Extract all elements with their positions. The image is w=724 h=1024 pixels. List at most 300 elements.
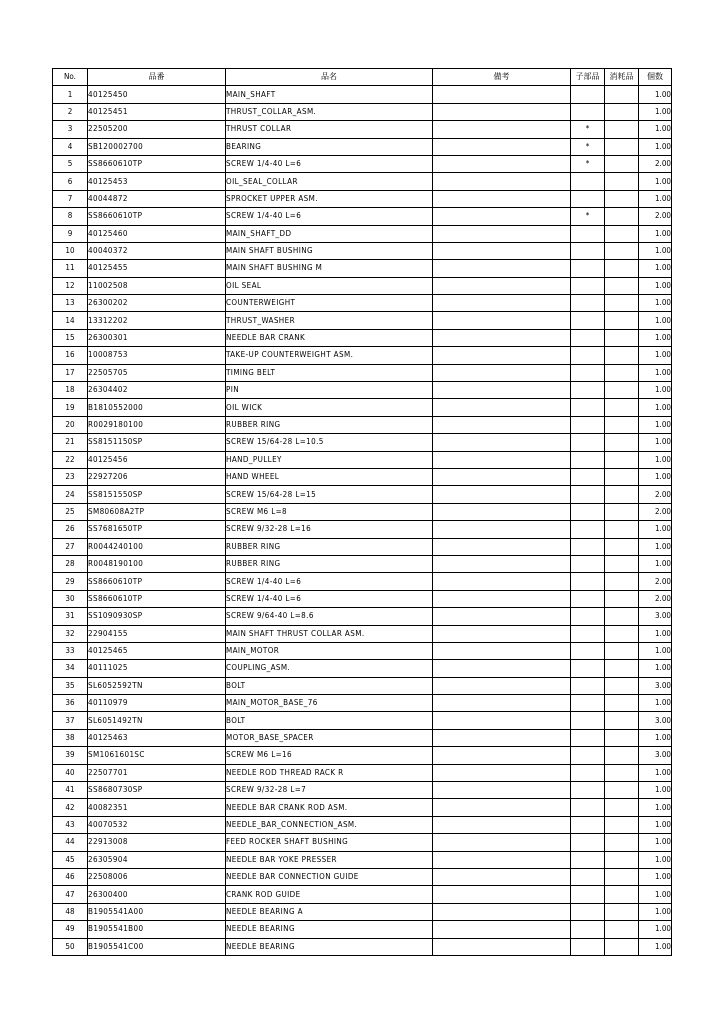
table-row: [53, 555, 672, 572]
quantity: 1.00: [639, 764, 672, 781]
part-number: 40125455: [88, 260, 226, 277]
row-number: 38: [53, 729, 88, 746]
table-row: [53, 851, 672, 868]
sub-part-mark: [571, 312, 605, 329]
row-number: 19: [53, 399, 88, 416]
table-row: [53, 155, 672, 172]
table-row: [53, 782, 672, 799]
sub-part-mark: [571, 642, 605, 659]
part-number: R0044240100: [88, 538, 226, 555]
header-part-name: 品名: [226, 69, 433, 86]
quantity: 2.00: [639, 486, 672, 503]
table-row: [53, 729, 672, 746]
part-name: TIMING BELT: [226, 364, 433, 381]
remarks: [433, 729, 571, 746]
sub-part-mark: [571, 799, 605, 816]
part-name: OIL WICK: [226, 399, 433, 416]
remarks: [433, 86, 571, 103]
quantity: 3.00: [639, 712, 672, 729]
part-number: 22913008: [88, 834, 226, 851]
remarks: [433, 677, 571, 694]
table-row: [53, 382, 672, 399]
sub-part-mark: [571, 86, 605, 103]
sub-part-mark: [571, 225, 605, 242]
row-number: 33: [53, 642, 88, 659]
part-name: COUNTERWEIGHT: [226, 295, 433, 312]
quantity: 1.00: [639, 729, 672, 746]
part-number: 40125450: [88, 86, 226, 103]
remarks: [433, 295, 571, 312]
consumable-mark: [605, 521, 639, 538]
quantity: 1.00: [639, 782, 672, 799]
table-row: [53, 138, 672, 155]
quantity: 1.00: [639, 538, 672, 555]
part-number: 40125456: [88, 451, 226, 468]
part-number: SS8660610TP: [88, 573, 226, 590]
quantity: 1.00: [639, 242, 672, 259]
part-number: SS8660610TP: [88, 590, 226, 607]
quantity: 1.00: [639, 660, 672, 677]
row-number: 50: [53, 938, 88, 955]
part-name: PIN: [226, 382, 433, 399]
quantity: 1.00: [639, 329, 672, 346]
table-row: [53, 329, 672, 346]
quantity: 1.00: [639, 851, 672, 868]
remarks: [433, 225, 571, 242]
part-number: 22508006: [88, 868, 226, 885]
part-name: SCREW M6 L=8: [226, 503, 433, 520]
row-number: 31: [53, 608, 88, 625]
remarks: [433, 538, 571, 555]
remarks: [433, 642, 571, 659]
table-row: [53, 260, 672, 277]
sub-part-mark: [571, 677, 605, 694]
row-number: 23: [53, 468, 88, 485]
consumable-mark: [605, 468, 639, 485]
table-row: [53, 190, 672, 207]
sub-part-mark: [571, 834, 605, 851]
part-name: RUBBER RING: [226, 538, 433, 555]
remarks: [433, 503, 571, 520]
remarks: [433, 242, 571, 259]
table-row: [53, 816, 672, 833]
sub-part-mark: [571, 277, 605, 294]
table-row: [53, 677, 672, 694]
part-name: FEED ROCKER SHAFT BUSHING: [226, 834, 433, 851]
row-number: 35: [53, 677, 88, 694]
quantity: 1.00: [639, 173, 672, 190]
quantity: 1.00: [639, 816, 672, 833]
consumable-mark: [605, 834, 639, 851]
consumable-mark: [605, 312, 639, 329]
part-name: MOTOR_BASE_SPACER: [226, 729, 433, 746]
remarks: [433, 121, 571, 138]
consumable-mark: [605, 103, 639, 120]
quantity: 1.00: [639, 886, 672, 903]
consumable-mark: [605, 642, 639, 659]
table-row: [53, 834, 672, 851]
consumable-mark: [605, 364, 639, 381]
remarks: [433, 695, 571, 712]
consumable-mark: [605, 590, 639, 607]
consumable-mark: [605, 260, 639, 277]
remarks: [433, 399, 571, 416]
remarks: [433, 921, 571, 938]
quantity: 1.00: [639, 921, 672, 938]
row-number: 45: [53, 851, 88, 868]
table-row: [53, 173, 672, 190]
part-number: SS8151550SP: [88, 486, 226, 503]
consumable-mark: [605, 434, 639, 451]
consumable-mark: [605, 190, 639, 207]
remarks: [433, 782, 571, 799]
part-number: 22927206: [88, 468, 226, 485]
sub-part-mark: [571, 590, 605, 607]
part-name: HAND WHEEL: [226, 468, 433, 485]
header-quantity: 個数: [639, 69, 672, 86]
part-name: MAIN_SHAFT: [226, 86, 433, 103]
sub-part-mark: [571, 399, 605, 416]
consumable-mark: [605, 138, 639, 155]
sub-part-mark: [571, 695, 605, 712]
consumable-mark: [605, 121, 639, 138]
part-name: OIL_SEAL_COLLAR: [226, 173, 433, 190]
consumable-mark: [605, 382, 639, 399]
quantity: 1.00: [639, 86, 672, 103]
parts-list-sheet: [52, 68, 672, 956]
table-row: [53, 468, 672, 485]
quantity: 1.00: [639, 225, 672, 242]
part-number: 22507701: [88, 764, 226, 781]
quantity: 1.00: [639, 121, 672, 138]
table-row: [53, 225, 672, 242]
part-name: MAIN_MOTOR: [226, 642, 433, 659]
quantity: 2.00: [639, 590, 672, 607]
quantity: 1.00: [639, 799, 672, 816]
quantity: 3.00: [639, 747, 672, 764]
part-number: 26300301: [88, 329, 226, 346]
row-number: 28: [53, 555, 88, 572]
sub-part-mark: *: [571, 208, 605, 225]
sub-part-mark: [571, 868, 605, 885]
quantity: 1.00: [639, 190, 672, 207]
consumable-mark: [605, 625, 639, 642]
part-name: SCREW 1/4-40 L=6: [226, 155, 433, 172]
part-number: SL6051492TN: [88, 712, 226, 729]
consumable-mark: [605, 503, 639, 520]
table-row: [53, 938, 672, 955]
table-row: [53, 660, 672, 677]
quantity: 1.00: [639, 260, 672, 277]
row-number: 7: [53, 190, 88, 207]
consumable-mark: [605, 695, 639, 712]
consumable-mark: [605, 938, 639, 955]
row-number: 17: [53, 364, 88, 381]
sub-part-mark: [571, 486, 605, 503]
part-name: RUBBER RING: [226, 416, 433, 433]
remarks: [433, 851, 571, 868]
row-number: 43: [53, 816, 88, 833]
row-number: 21: [53, 434, 88, 451]
row-number: 2: [53, 103, 88, 120]
table-row: [53, 86, 672, 103]
quantity: 3.00: [639, 677, 672, 694]
part-number: 10008753: [88, 347, 226, 364]
part-number: 22505200: [88, 121, 226, 138]
consumable-mark: [605, 416, 639, 433]
table-row: [53, 573, 672, 590]
part-number: 11002508: [88, 277, 226, 294]
quantity: 2.00: [639, 208, 672, 225]
row-number: 40: [53, 764, 88, 781]
sub-part-mark: [571, 729, 605, 746]
part-name: TAKE-UP COUNTERWEIGHT ASM.: [226, 347, 433, 364]
remarks: [433, 190, 571, 207]
part-name: SCREW 1/4-40 L=6: [226, 208, 433, 225]
sub-part-mark: [571, 712, 605, 729]
row-number: 46: [53, 868, 88, 885]
part-number: SL6052592TN: [88, 677, 226, 694]
part-name: CRANK ROD GUIDE: [226, 886, 433, 903]
remarks: [433, 903, 571, 920]
remarks: [433, 173, 571, 190]
part-name: SCREW 1/4-40 L=6: [226, 573, 433, 590]
table-row: [53, 590, 672, 607]
part-number: R0048190100: [88, 555, 226, 572]
part-number: SS7681650TP: [88, 521, 226, 538]
part-name: NEEDLE BEARING: [226, 921, 433, 938]
quantity: 1.00: [639, 347, 672, 364]
sub-part-mark: [571, 782, 605, 799]
parts-table-body: [53, 86, 672, 956]
part-name: THRUST_WASHER: [226, 312, 433, 329]
remarks: [433, 834, 571, 851]
table-row: [53, 521, 672, 538]
row-number: 27: [53, 538, 88, 555]
part-name: SCREW 1/4-40 L=6: [226, 590, 433, 607]
remarks: [433, 747, 571, 764]
part-name: BOLT: [226, 712, 433, 729]
part-name: NEEDLE ROD THREAD RACK R: [226, 764, 433, 781]
sub-part-mark: [571, 468, 605, 485]
table-row: [53, 486, 672, 503]
quantity: 1.00: [639, 103, 672, 120]
quantity: 1.00: [639, 868, 672, 885]
consumable-mark: [605, 712, 639, 729]
part-number: R0029180100: [88, 416, 226, 433]
remarks: [433, 468, 571, 485]
part-number: 40111025: [88, 660, 226, 677]
table-row: [53, 416, 672, 433]
part-number: SS1090930SP: [88, 608, 226, 625]
table-row: [53, 747, 672, 764]
quantity: 1.00: [639, 277, 672, 294]
row-number: 32: [53, 625, 88, 642]
consumable-mark: [605, 208, 639, 225]
part-name: BOLT: [226, 677, 433, 694]
part-name: NEEDLE BEARING: [226, 938, 433, 955]
row-number: 9: [53, 225, 88, 242]
consumable-mark: [605, 921, 639, 938]
quantity: 1.00: [639, 416, 672, 433]
sub-part-mark: [571, 190, 605, 207]
consumable-mark: [605, 295, 639, 312]
row-number: 22: [53, 451, 88, 468]
row-number: 15: [53, 329, 88, 346]
part-name: HAND_PULLEY: [226, 451, 433, 468]
quantity: 1.00: [639, 695, 672, 712]
remarks: [433, 312, 571, 329]
row-number: 36: [53, 695, 88, 712]
row-number: 1: [53, 86, 88, 103]
sub-part-mark: [571, 573, 605, 590]
part-number: 40125451: [88, 103, 226, 120]
remarks: [433, 625, 571, 642]
remarks: [433, 521, 571, 538]
sub-part-mark: [571, 851, 605, 868]
table-row: [53, 625, 672, 642]
sub-part-mark: *: [571, 155, 605, 172]
part-name: NEEDLE BAR CONNECTION GUIDE: [226, 868, 433, 885]
sub-part-mark: [571, 903, 605, 920]
part-number: 40070532: [88, 816, 226, 833]
part-number: 26300400: [88, 886, 226, 903]
part-number: 13312202: [88, 312, 226, 329]
table-row: [53, 277, 672, 294]
remarks: [433, 590, 571, 607]
consumable-mark: [605, 851, 639, 868]
part-number: 40125453: [88, 173, 226, 190]
part-name: SCREW 9/64-40 L=8.6: [226, 608, 433, 625]
consumable-mark: [605, 451, 639, 468]
remarks: [433, 103, 571, 120]
quantity: 1.00: [639, 295, 672, 312]
consumable-mark: [605, 903, 639, 920]
table-row: [53, 208, 672, 225]
quantity: 1.00: [639, 364, 672, 381]
part-number: 40125465: [88, 642, 226, 659]
quantity: 1.00: [639, 938, 672, 955]
part-number: B1905541A00: [88, 903, 226, 920]
part-name: NEEDLE BAR CRANK: [226, 329, 433, 346]
table-row: [53, 503, 672, 520]
part-number: 26305904: [88, 851, 226, 868]
part-name: NEEDLE BAR CRANK ROD ASM.: [226, 799, 433, 816]
header-row: [53, 69, 672, 86]
part-number: 26304402: [88, 382, 226, 399]
part-number: 40044872: [88, 190, 226, 207]
row-number: 3: [53, 121, 88, 138]
remarks: [433, 382, 571, 399]
table-row: [53, 399, 672, 416]
part-name: OIL SEAL: [226, 277, 433, 294]
remarks: [433, 868, 571, 885]
part-name: MAIN_SHAFT_DD: [226, 225, 433, 242]
part-name: COUPLING_ASM.: [226, 660, 433, 677]
part-number: SM1061601SC: [88, 747, 226, 764]
row-number: 41: [53, 782, 88, 799]
sub-part-mark: *: [571, 121, 605, 138]
part-number: SM80608A2TP: [88, 503, 226, 520]
row-number: 6: [53, 173, 88, 190]
row-number: 29: [53, 573, 88, 590]
consumable-mark: [605, 347, 639, 364]
consumable-mark: [605, 764, 639, 781]
consumable-mark: [605, 555, 639, 572]
remarks: [433, 155, 571, 172]
table-row: [53, 886, 672, 903]
row-number: 44: [53, 834, 88, 851]
consumable-mark: [605, 573, 639, 590]
part-number: 22505705: [88, 364, 226, 381]
part-name: MAIN SHAFT BUSHING: [226, 242, 433, 259]
consumable-mark: [605, 729, 639, 746]
consumable-mark: [605, 538, 639, 555]
remarks: [433, 260, 571, 277]
sub-part-mark: [571, 555, 605, 572]
table-row: [53, 242, 672, 259]
sub-part-mark: [571, 625, 605, 642]
quantity: 1.00: [639, 555, 672, 572]
quantity: 1.00: [639, 434, 672, 451]
part-name: SCREW 9/32-28 L=16: [226, 521, 433, 538]
header-part-number: 品番: [88, 69, 226, 86]
remarks: [433, 416, 571, 433]
table-row: [53, 451, 672, 468]
quantity: 2.00: [639, 573, 672, 590]
quantity: 1.00: [639, 642, 672, 659]
part-name: MAIN SHAFT BUSHING M: [226, 260, 433, 277]
sub-part-mark: [571, 260, 605, 277]
consumable-mark: [605, 173, 639, 190]
sub-part-mark: [571, 816, 605, 833]
consumable-mark: [605, 329, 639, 346]
row-number: 24: [53, 486, 88, 503]
quantity: 3.00: [639, 608, 672, 625]
consumable-mark: [605, 816, 639, 833]
header-no: No.: [53, 69, 88, 86]
remarks: [433, 138, 571, 155]
part-name: SCREW 9/32-28 L=7: [226, 782, 433, 799]
part-name: SCREW M6 L=16: [226, 747, 433, 764]
sub-part-mark: [571, 103, 605, 120]
sub-part-mark: [571, 608, 605, 625]
table-row: [53, 868, 672, 885]
table-row: [53, 903, 672, 920]
sub-part-mark: [571, 660, 605, 677]
row-number: 18: [53, 382, 88, 399]
sub-part-mark: [571, 451, 605, 468]
consumable-mark: [605, 799, 639, 816]
consumable-mark: [605, 782, 639, 799]
row-number: 42: [53, 799, 88, 816]
table-row: [53, 103, 672, 120]
part-number: 40125463: [88, 729, 226, 746]
header-remarks: 備考: [433, 69, 571, 86]
consumable-mark: [605, 747, 639, 764]
part-name: NEEDLE BAR YOKE PRESSER: [226, 851, 433, 868]
sub-part-mark: [571, 173, 605, 190]
sub-part-mark: [571, 886, 605, 903]
remarks: [433, 555, 571, 572]
consumable-mark: [605, 277, 639, 294]
table-row: [53, 608, 672, 625]
part-name: RUBBER RING: [226, 555, 433, 572]
table-row: [53, 121, 672, 138]
remarks: [433, 660, 571, 677]
remarks: [433, 434, 571, 451]
part-number: 22904155: [88, 625, 226, 642]
